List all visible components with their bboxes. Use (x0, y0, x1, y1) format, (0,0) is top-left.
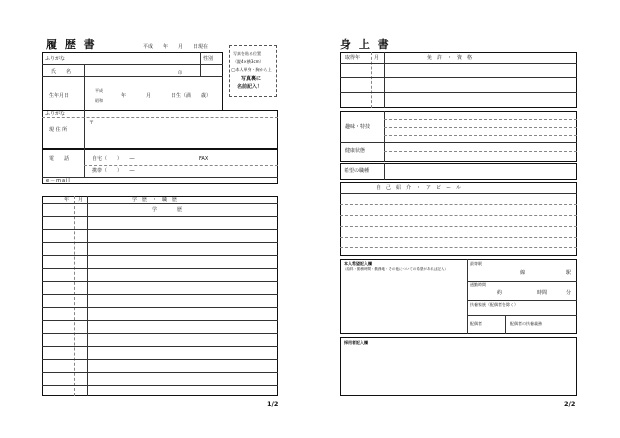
era-heisei: 平成 (95, 88, 103, 93)
request-note: （給料・勤務時間・勤務地・その他についての希望があれば記入） (343, 267, 448, 271)
phone-box (42, 149, 278, 184)
history-table (42, 196, 278, 396)
license-col-year: 取得年 (345, 55, 361, 61)
home-phone: 自宅（ ） ― (92, 156, 135, 162)
era-showa: 昭和 (95, 98, 103, 103)
history-first-row: 学 歴 (152, 207, 183, 213)
page-number-1: 1/2 (267, 400, 279, 408)
birth-ymd: 年 月 日生（満 歳） (121, 93, 212, 99)
date-line: 平成 年 月 日現在 (143, 44, 209, 50)
history-col-header: 学 歴 ・ 職 歴 (132, 197, 178, 203)
history-col-month: 月 (78, 197, 84, 203)
photo-line-2: （縦4×横3cm） (233, 59, 264, 64)
personal-info-box (42, 52, 223, 111)
job-wish-label: 希望の職種 (344, 168, 370, 174)
self-pr-header: 自 己 紹 介 ・ ア ピ ー ル (376, 185, 462, 191)
license-header: 免 許 ・ 資 格 (427, 55, 473, 61)
license-col-month: 月 (374, 55, 380, 61)
photo-line-5: 名前記入！ (237, 84, 263, 90)
history-col-year: 年 (64, 197, 70, 203)
fax-label: FAX (199, 156, 209, 162)
commute-minutes: 分 (566, 290, 572, 296)
phone-label: 電 話 (49, 156, 70, 162)
birth-label: 生年月日 (49, 93, 70, 99)
address-label: 現 住 所 (49, 127, 68, 133)
job-wish-box (340, 163, 577, 180)
photo-line-1: 写真を貼る位置 (233, 51, 261, 56)
email-label: e－mail (46, 178, 71, 184)
photo-line-4: 写真裏に (241, 76, 262, 82)
name-label: 氏 名 (51, 69, 72, 75)
page-number-2: 2/2 (564, 400, 576, 408)
seal-mark: 印 (178, 70, 182, 75)
spouse-label: 配偶者 (470, 321, 482, 326)
line-label: 線 (520, 270, 526, 276)
photo-line-3: ◯本人単身・胸から上 (231, 67, 272, 72)
mobile-phone: 携帯（ ） ― (92, 168, 135, 174)
gender-label: 性別 (203, 56, 214, 62)
request-label: 本人希望記入欄 (344, 261, 372, 266)
station-label: 最寄駅 (470, 261, 482, 266)
commute-label: 通勤時間 (470, 282, 486, 287)
hobby-label: 趣味・特技 (345, 124, 371, 130)
commute-hours: 時間 (537, 290, 548, 296)
address-box (42, 110, 278, 149)
rirekisho-title: 履 歴 書 (46, 38, 97, 51)
dependents-label: 扶養家族（配偶者を除く） (470, 302, 518, 307)
mijosho-title: 身 上 書 (340, 38, 391, 51)
furigana-label: ふりがな (45, 56, 66, 62)
commute-about: 約 (497, 290, 503, 296)
postal-mark: 〒 (89, 120, 95, 126)
spouse-support-label: 配偶者の扶養義務 (510, 321, 542, 326)
health-label: 健康状態 (345, 148, 366, 154)
furigana2-label: ふりがな (45, 111, 66, 117)
station-suffix: 駅 (566, 270, 572, 276)
employer-label: 採用者記入欄 (344, 340, 368, 345)
employer-box (340, 337, 577, 396)
